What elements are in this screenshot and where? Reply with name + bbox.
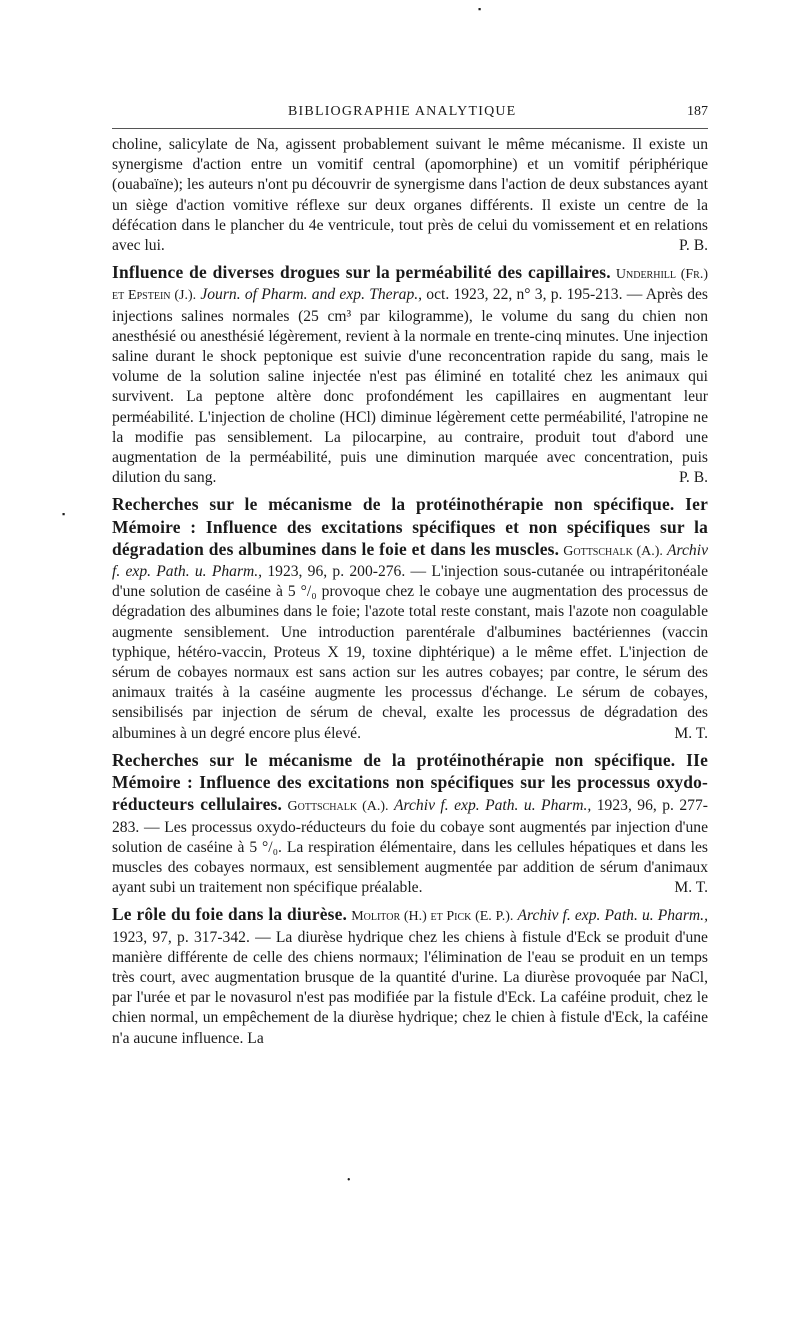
entry-authors: Underhill (Fr.) et Epstein (J.).	[112, 267, 708, 304]
entry-title: Le rôle du foie dans la diurèse.	[112, 904, 348, 925]
signature: M. T.	[674, 879, 708, 897]
entry-1	[112, 262, 708, 488]
entry-title: Recherches sur le mécanisme de la protéinothérapie non spécifique. Ier Mémoire : Influence des excitations spécifiques et non spécifiques sur la dégradation des albumines dans le foie et dans les muscles.	[112, 494, 708, 559]
entry-body: — Les processus oxydo-réducteurs du foie du cobaye sont augmentés par injection d'une solution de caséine à 5 °/₀. La respiration élémentaire, dans les cellules hépatiques et dans les muscles des cobayes normaux, est sensiblement augmentée par addition de sérum d'animaux ayant subi un traitement non spécifique préalable.	[112, 818, 709, 897]
margin-mark: ▪	[62, 509, 66, 519]
entry-citation: 1923, 96, p. 277-283.	[112, 797, 708, 836]
entry-4	[112, 904, 708, 1048]
entry-authors: Gottschalk (A.).	[563, 543, 663, 559]
running-head	[112, 100, 708, 124]
header-rule	[112, 128, 708, 129]
signature: M. T.	[674, 724, 708, 742]
bottom-mark: •	[347, 1175, 351, 1186]
entry-citation: 1923, 97, p. 317-342.	[112, 928, 250, 946]
page-number: 187	[687, 104, 708, 119]
entry-journal: Journ. of Pharm. and exp. Therap.,	[200, 286, 423, 304]
entry-citation: 1923, 96, p. 200-276.	[267, 563, 406, 581]
entry-body: — Après des injections salines normales (25 cm³ par kilogramme), le volume du sang du chien non anesthésié ou anesthésié légèrement, revient à la normale en trente-cinq minutes. Une injection saline durant le shock peptonique est suivie d'une reconcentration rapide du sang, mais le volume de la solution saline injectée n'est pas éliminé en totalité chez les animaux qui survivent. La peptone altère donc profondément les capillaires en augmentant leur perméabilité. L'injection de choline (HCl) diminue légèrement cette perméabilité, l'atropine ne la modifie pas sensiblement. La pilocarpine, au contraire, produit tout d'abord une augmentation de la perméabilité, puis une diminution marquée avec concentration, puis dilution du sang.	[112, 286, 708, 487]
print-mark: ▪	[478, 4, 482, 14]
entry-body: — L'injection sous-cutanée ou intrapéritonéale d'une solution de caséine à 5 °/₀ provoque chez le cobaye une augmentation des processus de dégradation des albumines dans le foie; l'azote total reste constant, mais l'azote non coagulable augmente sensiblement. Une introduction parentérale d'albumines bactériennes (vaccin typhique, hétéro-vaccin, Proteus X 19, toxine diphtérique) a le même effet. L'injection de sérum de cobayes normaux est sans action sur les autres cobayes; par contre, le sérum des animaux traités à la caséine augmente les processus d'échange. Le sérum de cobayes, sensibilisés par injection de sérum de cheval, exalte les processus de dégradation des albumines à un degré encore plus élevé.	[112, 563, 709, 742]
page	[112, 100, 708, 1049]
entry-3	[112, 750, 708, 898]
entry-body: — La diurèse hydrique chez les chiens à fistule d'Eck se produit d'une manière différente de celle des chiens normaux; l'élimination de l'eau se produit en un temps très court, avec augmentation brusque de la quantité d'urine. La diurèse provoquée par NaCl, par l'urée et par le novasurol n'est pas modifiée par la fistule d'Eck. La caféine produit, chez le chien normal, un empêchement de la diurèse hydrique; chez le chien à fistule d'Eck, la caféine n'a aucune influence. La	[112, 928, 708, 1047]
entry-2	[112, 494, 708, 743]
signature: P. B.	[678, 469, 708, 487]
entry-journal: Archiv f. exp. Path. u. Pharm.,	[112, 541, 708, 581]
entry-authors: Gottschalk (A.).	[287, 799, 389, 815]
entry-title: Influence de diverses drogues sur la perméabilité des capillaires.	[112, 262, 611, 283]
entry-title: Recherches sur le mécanisme de la protéinothérapie non spécifique. IIe Mémoire : Influence des excitations non spécifiques sur les processus oxydo-réducteurs cellulaires.	[112, 749, 708, 815]
entry-journal: Archiv f. exp. Path. u. Pharm.,	[394, 797, 592, 815]
signature: P. B.	[678, 237, 708, 255]
entry-authors: Molitor (H.) et Pick (E. P.).	[351, 909, 514, 925]
intro-text: choline, salicylate de Na, agissent probablement suivant le même mécanisme. Il existe un synergisme d'action entre un vomitif central (apomorphine) et un vomitif périphérique (ouabaïne); les auteurs n'ont pu découvrir de synergisme dans l'action de deux substances ayant un siège d'action vomitive réflexe sur deux organes différents. Il existe un centre de la défécation dans le plancher du 4e ventricule, tout près de celui du vomissement et en relations avec lui.	[112, 136, 708, 255]
entry-citation: oct. 1923, 22, n° 3, p. 195-213.	[426, 286, 623, 304]
entry-journal: Archiv f. exp. Path. u. Pharm.,	[517, 907, 708, 925]
running-head-title: BIBLIOGRAPHIE ANALYTIQUE	[288, 104, 517, 119]
intro-paragraph	[112, 135, 708, 256]
